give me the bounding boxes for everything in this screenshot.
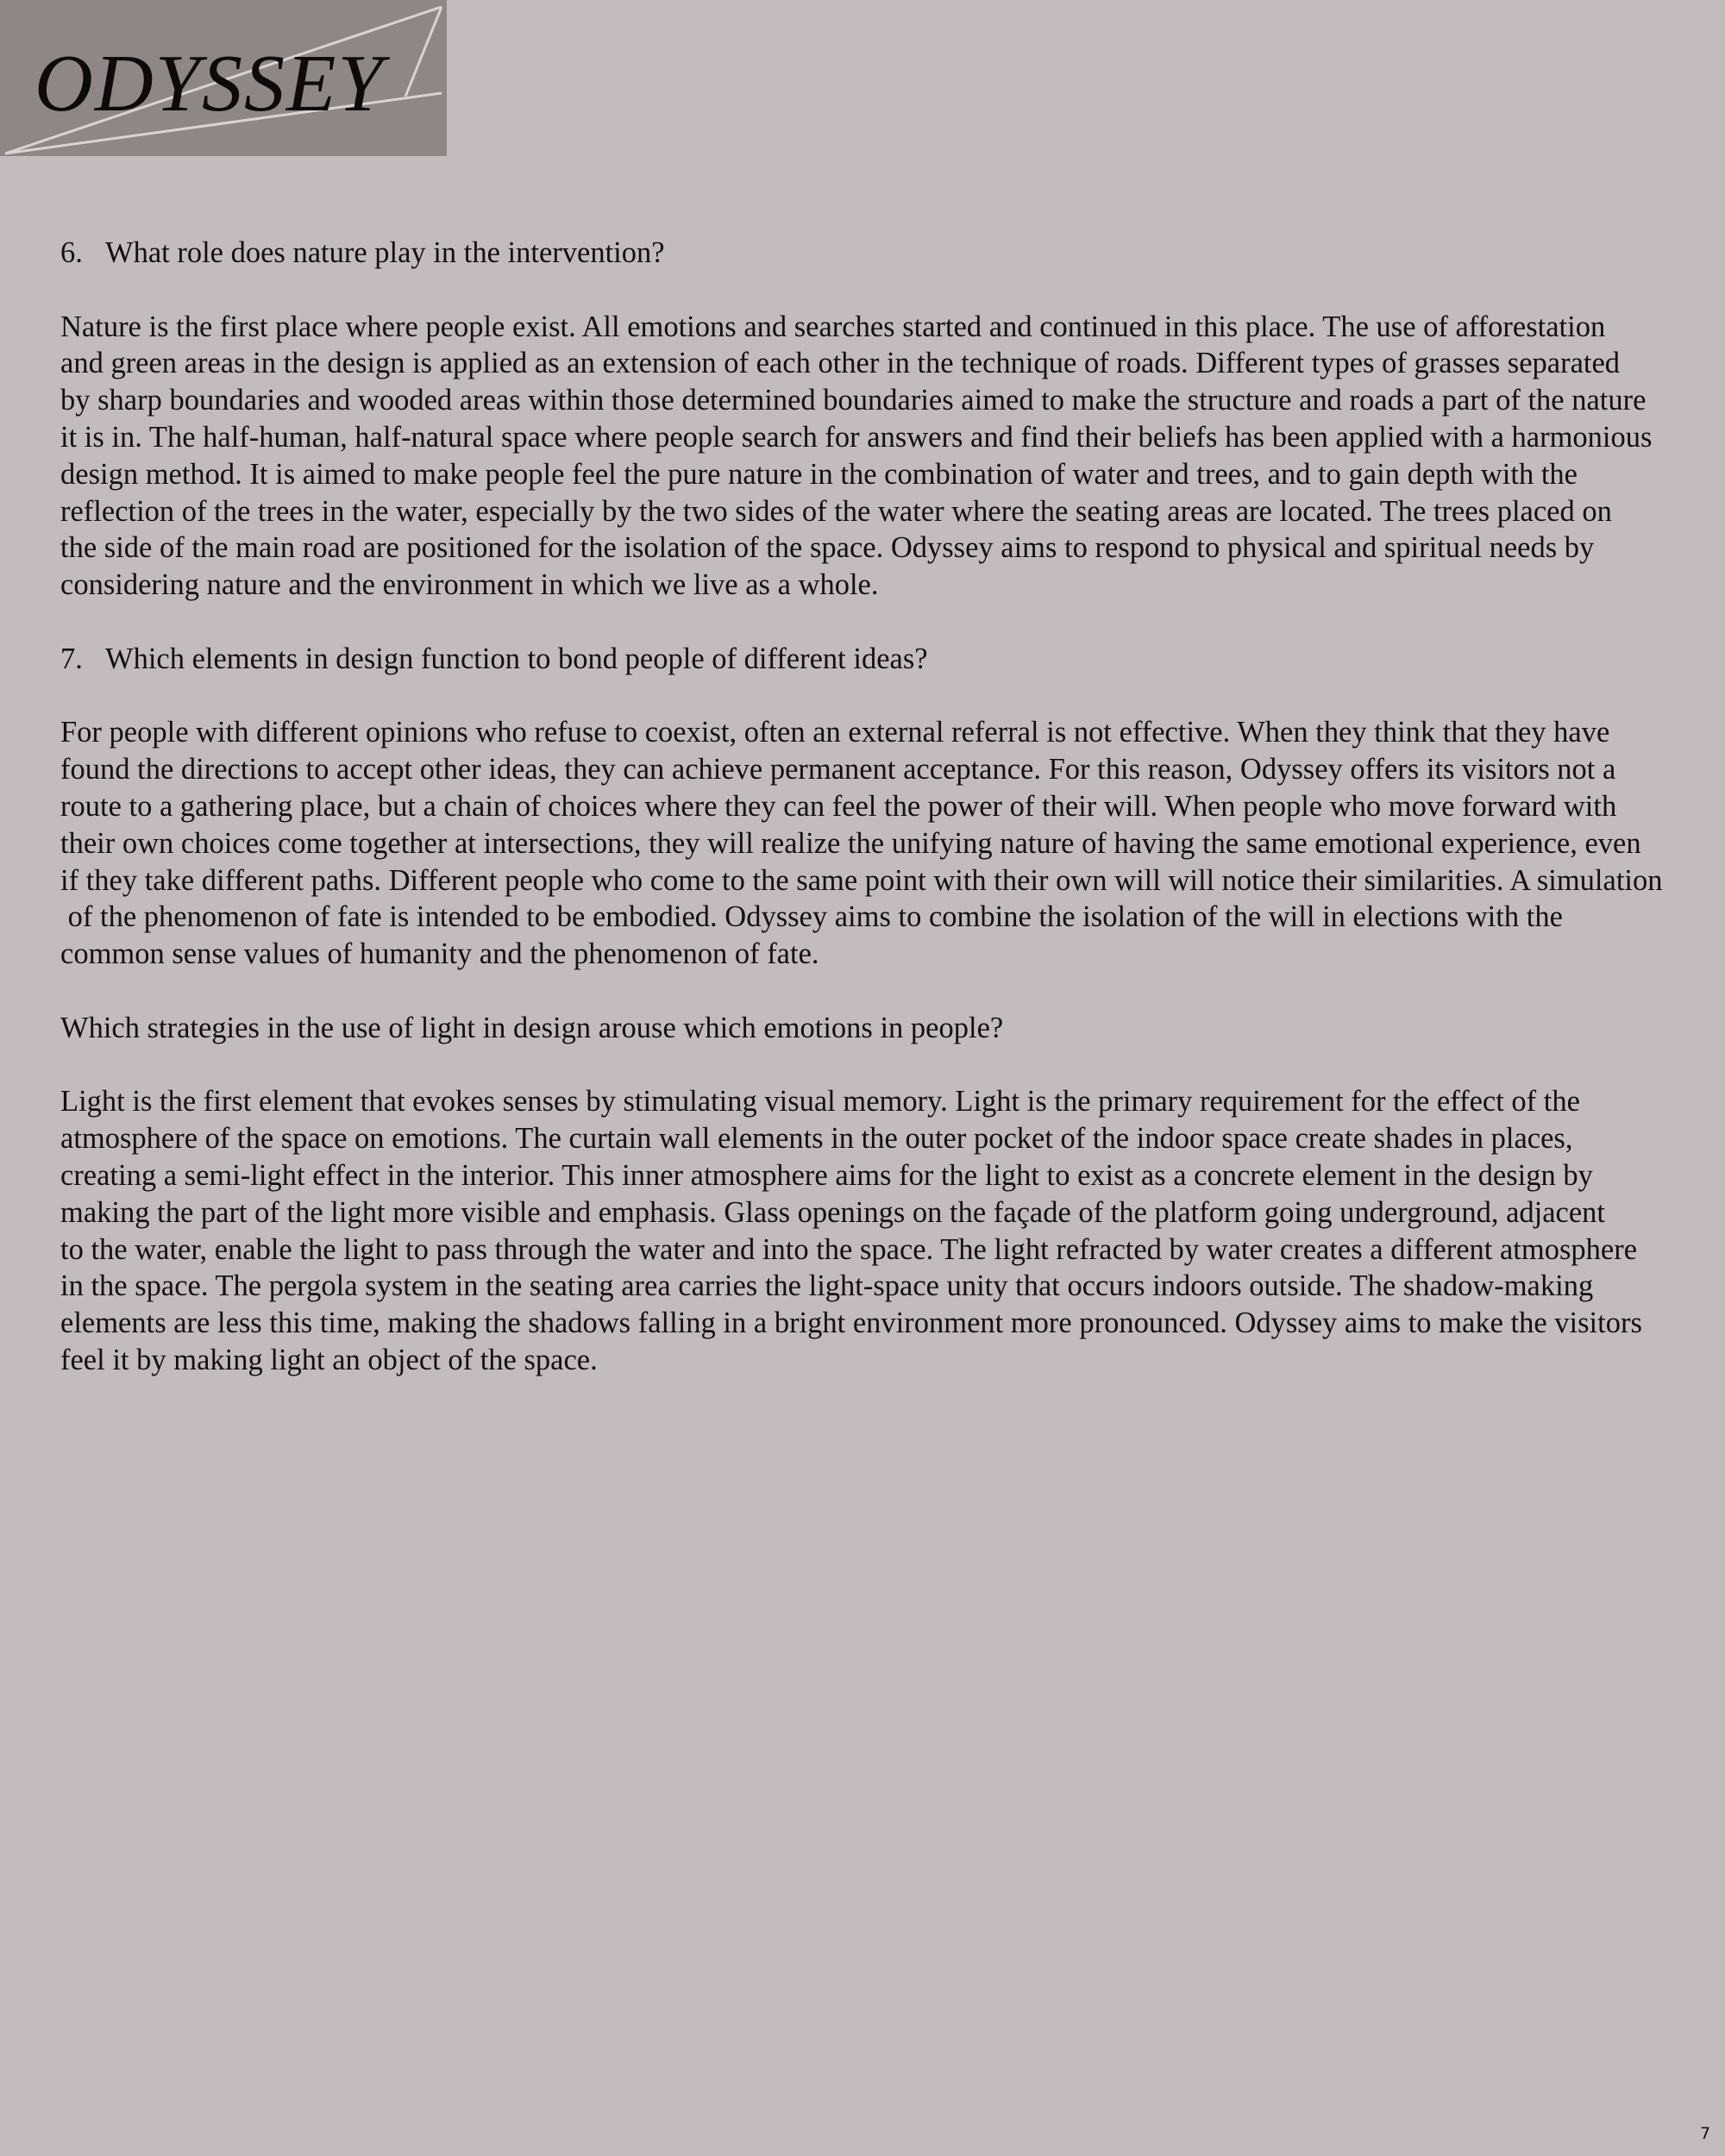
- answer-line: their own choices come together at intersections, they will realize the unifying nature of having the same emotional experience, even: [60, 826, 1641, 860]
- answer-line: atmosphere of the space on emotions. The curtain wall elements in the outer pocket of the indoor space create shades in places,: [60, 1122, 1573, 1156]
- answer-line: elements are less this time, making the shadows falling in a bright environment more pronounced. Odyssey aims to make the visitors: [60, 1307, 1642, 1340]
- odyssey-logo: [0, 0, 447, 156]
- answer-line: to the water, enable the light to pass through the water and into the space. The light refracted by water creates a different atmosphere: [60, 1232, 1638, 1266]
- answer-line: making the part of the light more visible and emphasis. Glass openings on the façade of the platform going underground, adjacent: [60, 1195, 1605, 1229]
- answer-line: route to a gathering place, but a chain of choices where they can feel the power of their will. When people who move forward with: [60, 789, 1617, 823]
- question-heading: [60, 235, 1725, 272]
- answer-line: the side of the main road are positioned for the isolation of the space. Odyssey aims to respond to physical and spiritual needs by: [60, 531, 1595, 565]
- answer-line: considering nature and the environment in which we live as a whole.: [60, 568, 879, 602]
- question-text: Which strategies in the use of light in design arouse which emotions in people?: [60, 1011, 1004, 1044]
- answer-line: Nature is the first place where people exist. All emotions and searches started and continued in this place. The use of afforestation: [60, 310, 1606, 343]
- section-bonding-elements: [60, 641, 1725, 973]
- answer-line: creating a semi-light effect in the interior. This inner atmosphere aims for the light to exist as a concrete element in the design by: [60, 1158, 1593, 1192]
- answer-line: For people with different opinions who refuse to coexist, often an external referral is not effective. When they think that they have: [60, 716, 1610, 749]
- logo-text: ODYSSEY: [34, 39, 385, 128]
- answer-line: and green areas in the design is applied as an extension of each other in the technique of roads. Different types of grasses separated: [60, 347, 1621, 380]
- answer-line: in the space. The pergola system in the seating area carries the light-space unity that occurs indoors outside. The shadow-making: [60, 1269, 1594, 1303]
- question-text: Which elements in design function to bond people of different ideas?: [105, 642, 928, 675]
- answer-line: if they take different paths. Different people who come to the same point with their own will will notice their similarities. A simulation: [60, 863, 1663, 897]
- page-number: 7: [1700, 2124, 1711, 2143]
- answer-line: Light is the first element that evokes senses by stimulating visual memory. Light is the primary requirement for the effect of the: [60, 1085, 1580, 1119]
- section-light-strategies: [60, 1010, 1725, 1379]
- answer-line: design method. It is aimed to make people feel the pure nature in the combination of water and trees, and to gain depth with the: [60, 457, 1578, 491]
- question-number: 7.: [60, 642, 83, 675]
- answer-line: by sharp boundaries and wooded areas within those determined boundaries aimed to make the structure and roads a part of the nature: [60, 384, 1647, 417]
- answer-line: found the directions to accept other ideas, they can achieve permanent acceptance. For this reason, Odyssey offers its visitors not a: [60, 753, 1616, 787]
- answer-line: of the phenomenon of fate is intended to be embodied. Odyssey aims to combine the isolation of the will in elections with the: [60, 900, 1563, 934]
- answer-line: feel it by making light an object of the space.: [60, 1343, 598, 1376]
- answer-line: reflection of the trees in the water, especially by the two sides of the water where the seating areas are located. The trees placed on: [60, 494, 1612, 528]
- question-heading: [60, 1010, 1725, 1047]
- answer-line: it is in. The half-human, half-natural space where people search for answers and find their beliefs has been applied with a harmonious: [60, 420, 1653, 454]
- question-number: 6.: [60, 236, 83, 269]
- question-heading: [60, 641, 1725, 678]
- document-body: [60, 235, 1725, 1379]
- section-nature: [60, 235, 1725, 604]
- question-text: What role does nature play in the intervention?: [105, 236, 665, 269]
- answer-line: common sense values of humanity and the phenomenon of fate.: [60, 937, 819, 971]
